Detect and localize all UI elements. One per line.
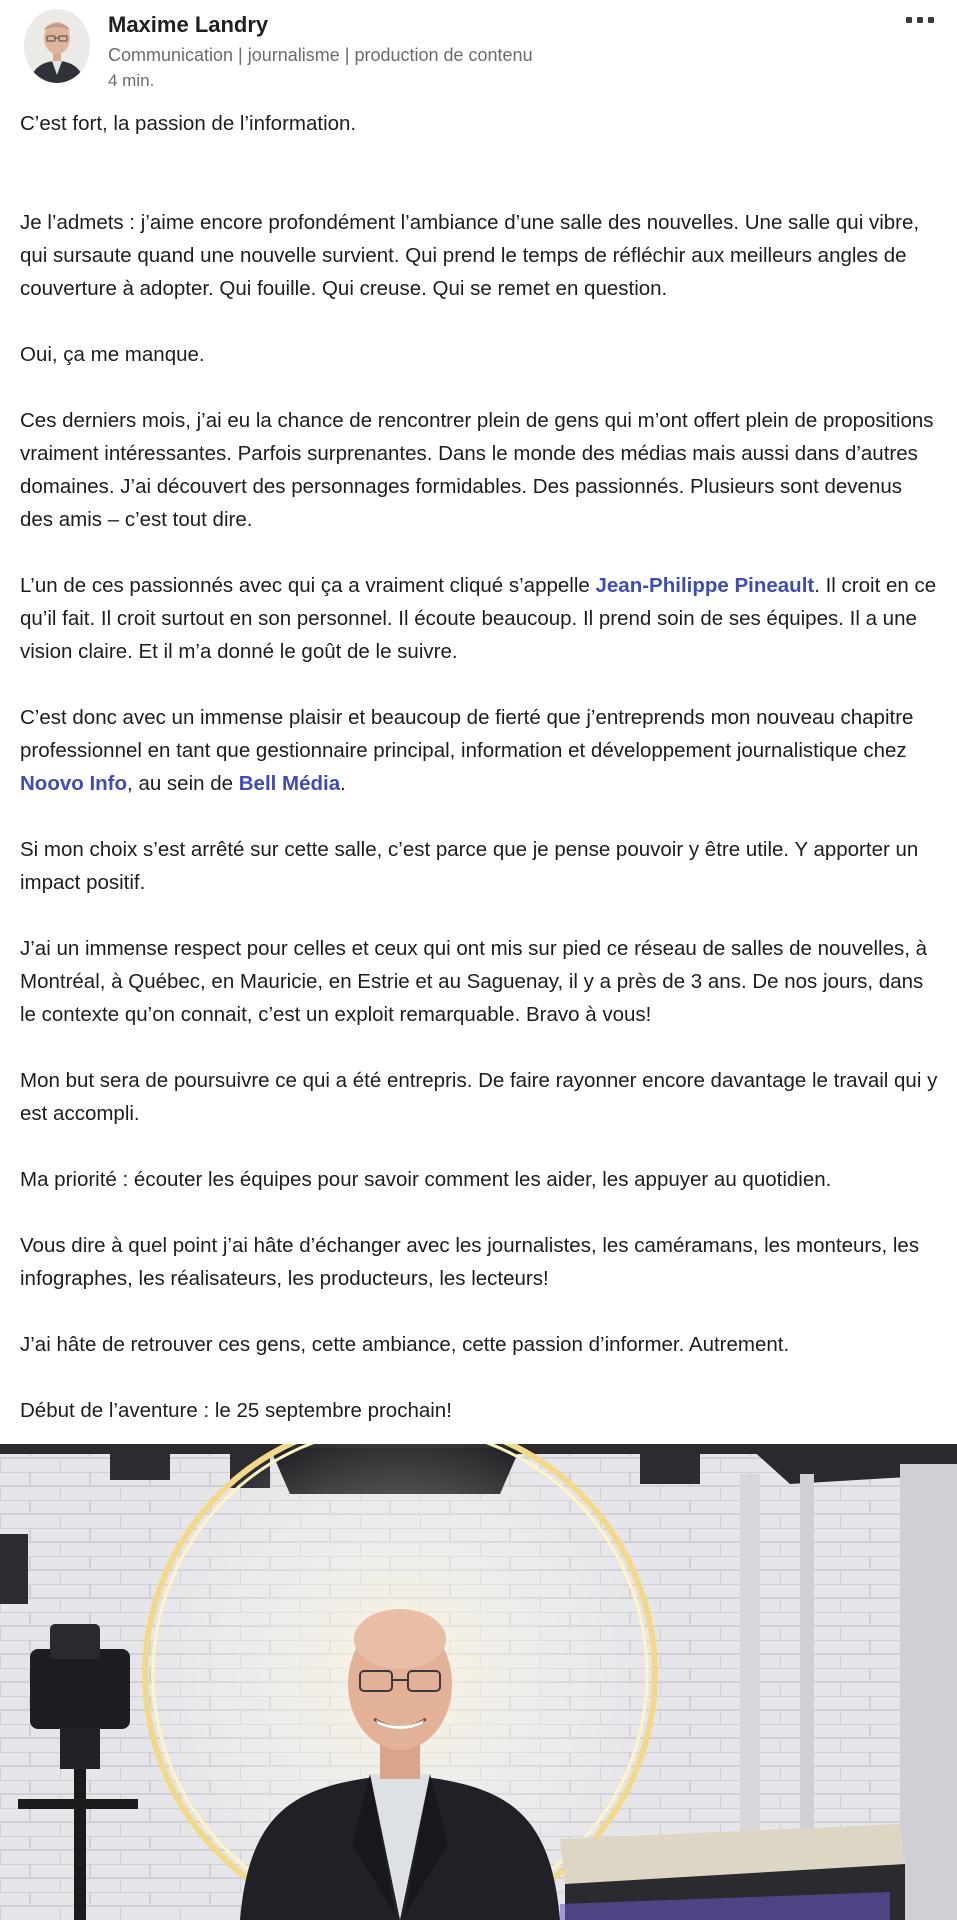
paragraph <box>20 701 940 800</box>
paragraph-text: . Il croit en ce qu’il fait. Il croit surtout en son personnel. Il écoute beaucoup. Il prend soin de ses équipes. Il a une vision claire. Et il m’a donné le goût de le suivre. <box>20 574 937 663</box>
more-options-button[interactable] <box>896 8 944 32</box>
paragraph: J’ai hâte de retrouver ces gens, cette ambiance, cette passion d’informer. Autrement. <box>20 1333 790 1356</box>
mention-link[interactable]: Noovo Info <box>20 772 128 795</box>
mention-link[interactable]: Bell Média <box>238 772 341 795</box>
paragraph: Oui, ça me manque. <box>20 343 205 366</box>
author-avatar-image <box>24 9 90 83</box>
more-options-icon <box>906 17 912 23</box>
paragraph: Si mon choix s’est arrêté sur cette salle, c’est parce que je pense pouvoir y être utile. Y apporter un impact positif. <box>20 838 919 894</box>
paragraph: Mon but sera de poursuivre ce qui a été entrepris. De faire rayonner encore davantage le travail qui y est accompli. <box>20 1069 938 1125</box>
paragraph-text: . <box>340 772 346 795</box>
paragraph: Début de l’aventure : le 25 septembre prochain! <box>20 1399 452 1422</box>
paragraph: Vous dire à quel point j’ai hâte d’échanger avec les journalistes, les caméramans, les monteurs, les infographes, les réalisateurs, les producteurs, les lecteurs! <box>20 1234 920 1290</box>
author-headline: Communication | journalisme | production de contenu <box>108 45 533 65</box>
author-name[interactable]: Maxime Landry <box>108 12 269 37</box>
paragraph-text: L’un de ces passionnés avec qui ça a vraiment cliqué s’appelle <box>20 574 596 597</box>
post-timestamp: 4 min. <box>108 71 155 90</box>
paragraph-text: C’est donc avec un immense plaisir et beaucoup de fierté que j’entreprends mon nouveau chapitre professionnel en tant que gestionnaire principal, information et développement journalistique chez <box>20 706 914 762</box>
post-header <box>0 0 957 105</box>
paragraph: Ma priorité : écouter les équipes pour savoir comment les aider, les appuyer au quotidien. <box>20 1168 832 1191</box>
paragraph: Je l’admets : j’aime encore profondément l’ambiance d’une salle des nouvelles. Une salle qui vibre, qui sursaute quand une nouvelle survient. Qui prend le temps de réfléchir aux meilleurs angles de couverture à adopter. Qui fouille. Qui creuse. Qui se remet en question. <box>20 211 920 300</box>
mention-link[interactable]: Jean-Philippe Pineault <box>595 574 815 597</box>
paragraph: Ces derniers mois, j’ai eu la chance de rencontrer plein de gens qui m’ont offert plein de propositions vraiment intéressantes. Parfois surprenantes. Dans le monde des médias mais aussi dans d’autres domaines. J’ai découvert des personnages formidables. Des passionnés. Plusieurs sont devenus des amis – c’est tout dire. <box>20 409 934 531</box>
studio-photo <box>0 1444 957 1920</box>
post-image[interactable] <box>0 1444 957 1920</box>
paragraph: C’est fort, la passion de l’information. <box>20 112 357 135</box>
post-text <box>20 107 940 1427</box>
paragraph: J’ai un immense respect pour celles et ceux qui ont mis sur pied ce réseau de salles de nouvelles, à Montréal, à Québec, en Mauricie, en Estrie et au Saguenay, il y a près de 3 ans. De nos jours, dans le contexte qu’on connait, c’est un exploit remarquable. Bravo à vous! <box>20 937 928 1026</box>
author-avatar[interactable] <box>24 9 90 83</box>
paragraph <box>20 569 940 668</box>
paragraph-text: , au sein de <box>127 772 239 795</box>
